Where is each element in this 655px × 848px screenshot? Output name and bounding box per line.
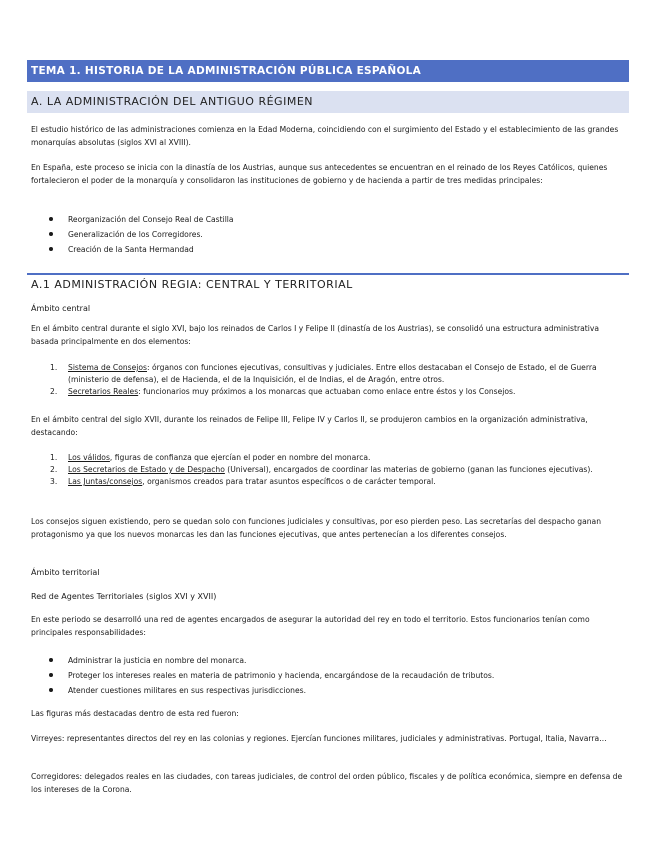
subsection-heading: A.1 ADMINISTRACIÓN REGIA: CENTRAL Y TERRITORIAL [27, 273, 629, 290]
list-item [48, 476, 623, 488]
paragraph-central-xvi: En el ámbito central durante el siglo XVI, bajo los reinados de Carlos I y Felipe II (dinastía de los Austrias), se consolidó una estructura administrativa basada principalmente en dos elementos: [31, 324, 599, 346]
paragraph-spain: En España, este proceso se inicia con la dinastía de los Austrias, aunque sus antecedentes se encuentran en el reinado de los Reyes Católicos, quienes fortalecieron el poder de la monarquía y consolidaron las instituciones de gobierno y de hacienda a partir de tres medidas principales: [31, 163, 608, 185]
list-item [48, 464, 623, 476]
list-item: Generalización de los Corregidores. [48, 227, 618, 242]
label-red-agentes: Red de Agentes Territoriales (siglos XVI y XVII) [31, 592, 217, 601]
paragraph-intro: El estudio histórico de las administraciones comienza en la Edad Moderna, coincidiendo con el surgimiento del Estado y el establecimiento de las grandes monarquías absolutas (siglos XVI al XVIII). [31, 125, 619, 147]
list-number: 2. [50, 387, 58, 396]
paragraph-central-xvii: En el ámbito central del siglo XVII, durante los reinados de Felipe III, Felipe IV y Carlos II, se produjeron cambios en la organización administrativa, destacando: [31, 415, 588, 437]
elements-list [48, 362, 623, 398]
list-term: Sistema de Consejos [68, 363, 148, 372]
chapter-heading: TEMA 1. HISTORIA DE LA ADMINISTRACIÓN PÚBLICA ESPAÑOLA [27, 60, 629, 82]
list-term: Las Juntas/consejos [68, 477, 143, 486]
list-text: : funcionarios muy próximos a los monarcas que actuaban como enlace entre éstos y los Consejos. [138, 387, 516, 396]
list-item: Atender cuestiones militares en sus respectivas jurisdicciones. [48, 683, 618, 698]
list-item [48, 386, 623, 398]
list-item: Reorganización del Consejo Real de Castilla [48, 212, 618, 227]
list-text: , figuras de confianza que ejercían el poder en nombre del monarca. [109, 453, 371, 462]
list-number: 1. [50, 363, 58, 372]
changes-list [48, 452, 623, 488]
list-item [48, 362, 623, 386]
list-term: Los Secretarios de Estado y de Despacho [68, 465, 225, 474]
measures-list [48, 212, 618, 257]
list-item: Proteger los intereses reales en materia de patrimonio y hacienda, encargándose de la recaudación de tributos. [48, 668, 618, 683]
list-term: Secretarios Reales [68, 387, 139, 396]
list-item: Creación de la Santa Hermandad [48, 242, 618, 257]
label-central: Ámbito central [31, 304, 91, 313]
label-territorial: Ámbito territorial [31, 568, 100, 577]
list-number: 2. [50, 465, 58, 474]
list-text: (Universal), encargados de coordinar las materias de gobierno (ganan las funciones ejecutivas). [224, 465, 593, 474]
paragraph-corregidores: Corregidores: delegados reales en las ciudades, con tareas judiciales, de control del orden público, fiscales y de política económica, siempre en defensa de los intereses de la Corona. [31, 772, 623, 794]
list-text: , organismos creados para tratar asuntos específicos o de carácter temporal. [142, 477, 436, 486]
section-heading: A. LA ADMINISTRACIÓN DEL ANTIGUO RÉGIMEN [27, 91, 629, 113]
paragraph-red: En este periodo se desarrolló una red de agentes encargados de asegurar la autoridad del rey en todo el territorio. Estos funcionarios tenían como principales responsabilidades: [31, 615, 590, 637]
list-term: Los válidos [68, 453, 110, 462]
responsibilities-list [48, 653, 618, 698]
list-number: 3. [50, 477, 58, 486]
list-item: Administrar la justicia en nombre del monarca. [48, 653, 618, 668]
paragraph-consejos: Los consejos siguen existiendo, pero se quedan solo con funciones judiciales y consultivas, por eso pierden peso. Las secretarías del despacho ganan protagonismo ya que los nuevos monarcas les dan las funciones ejecutivas, que antes pertenecían a los diferentes consejos. [31, 517, 602, 539]
list-item [48, 452, 623, 464]
list-text: : órganos con funciones ejecutivas, consultivas y judiciales. Entre ellos destacaban el Consejo de Estado, el de Guerra (ministerio de defensa), el de Hacienda, el de la Inquisición, el de Indias, el de Aragón, entre otros. [68, 363, 597, 384]
paragraph-virreyes: Virreyes: representantes directos del rey en las colonias y regiones. Ejercían funciones militares, judiciales y administrativas. Portugal, Italia, Navarra… [31, 734, 607, 743]
paragraph-figuras: Las figuras más destacadas dentro de esta red fueron: [31, 709, 239, 718]
list-number: 1. [50, 453, 58, 462]
